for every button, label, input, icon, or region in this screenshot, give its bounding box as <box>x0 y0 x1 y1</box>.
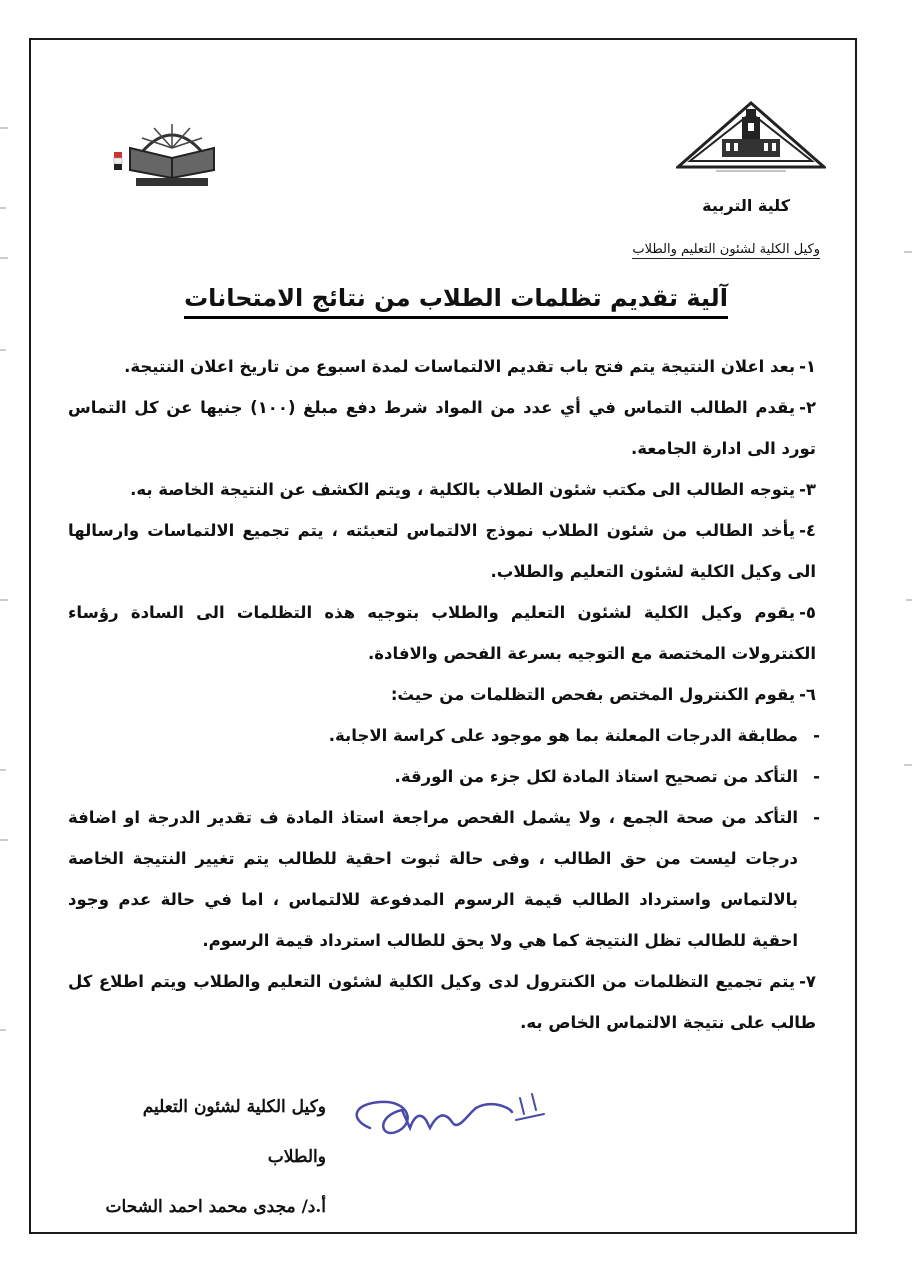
procedure-item-6: ٦-يقوم الكنترول المختص بفحص التظلمات من حيث: <box>390 685 816 704</box>
handwritten-signature <box>340 1080 550 1160</box>
procedure-item-4: ٤-يأخد الطالب من شئون الطلاب نموذج الالتماس لتعبئته ، يتم تجميع الالتماسات وارسالها الى وكيل الكلية لشئون التعليم والطلاب. <box>68 521 816 581</box>
procedure-item-7: ٧-يتم تجميع التظلمات من الكنترول لدى وكيل الكلية لشئون التعليم والطلاب ويتم اطلاع كل طالب على نتيجة الالتماس الخاص به. <box>68 972 816 1032</box>
document-title <box>0 284 912 312</box>
procedure-item-5: ٥-يقوم وكيل الكلية لشئون التعليم والطلاب بتوجيه هذه التظلمات الى السادة رؤساء الكنترولات المختصة مع التوجيه بسرعة الفحص والافادة. <box>68 603 816 663</box>
procedure-item-1: ١-بعد اعلان النتيجة يتم فتح باب تقديم الالتماسات لمدة اسبوع من تاريخ اعلان النتيجة. <box>124 357 816 376</box>
vice-dean-heading: وكيل الكلية لشئون التعليم والطلاب <box>632 242 820 257</box>
check-item-2: - التأكد من تصحيح استاذ المادة لكل جزء من الورقة. <box>68 756 820 797</box>
signatory-title: وكيل الكلية لشئون التعليم والطلاب <box>142 1097 326 1167</box>
check-item-1: - مطابقة الدرجات المعلنة بما هو موجود على كراسة الاجابة. <box>68 715 820 756</box>
document-title-text: آلية تقديم تظلمات الطلاب من نتائج الامتحانات <box>184 284 728 319</box>
university-logo-icon <box>676 95 826 175</box>
signature-block <box>86 1082 326 1232</box>
college-name: كلية التربية <box>702 196 790 215</box>
procedure-list <box>68 346 820 1043</box>
check-item-3: - التأكد من صحة الجمع ، ولا يشمل الفحص مراجعة استاذ المادة ف تقدير الدرجة او اضافة درجات ليست من حق الطالب ، وفى حالة ثبوت احقية للطالب يتم تغيير النتيجة الخاصة بالالتماس واسترداد الطالب قيمة الرسوم المدفوعة للالتماس ، اما في حالة عدم وجود احقية للطالب تظل النتيجة كما هي ولا يحق للطالب استرداد قيمة الرسوم. <box>68 797 820 961</box>
college-logo-icon <box>112 118 232 188</box>
signatory-name: أ.د/ مجدى محمد احمد الشحات <box>105 1197 326 1217</box>
procedure-item-2: ٢-يقدم الطالب التماس في أي عدد من المواد شرط دفع مبلغ (١٠٠) جنيها عن كل التماس تورد الى ادارة الجامعة. <box>68 398 817 458</box>
procedure-item-3: ٣-يتوجه الطالب الى مكتب شئون الطلاب بالكلية ، ويتم الكشف عن النتيجة الخاصة به. <box>130 480 816 499</box>
